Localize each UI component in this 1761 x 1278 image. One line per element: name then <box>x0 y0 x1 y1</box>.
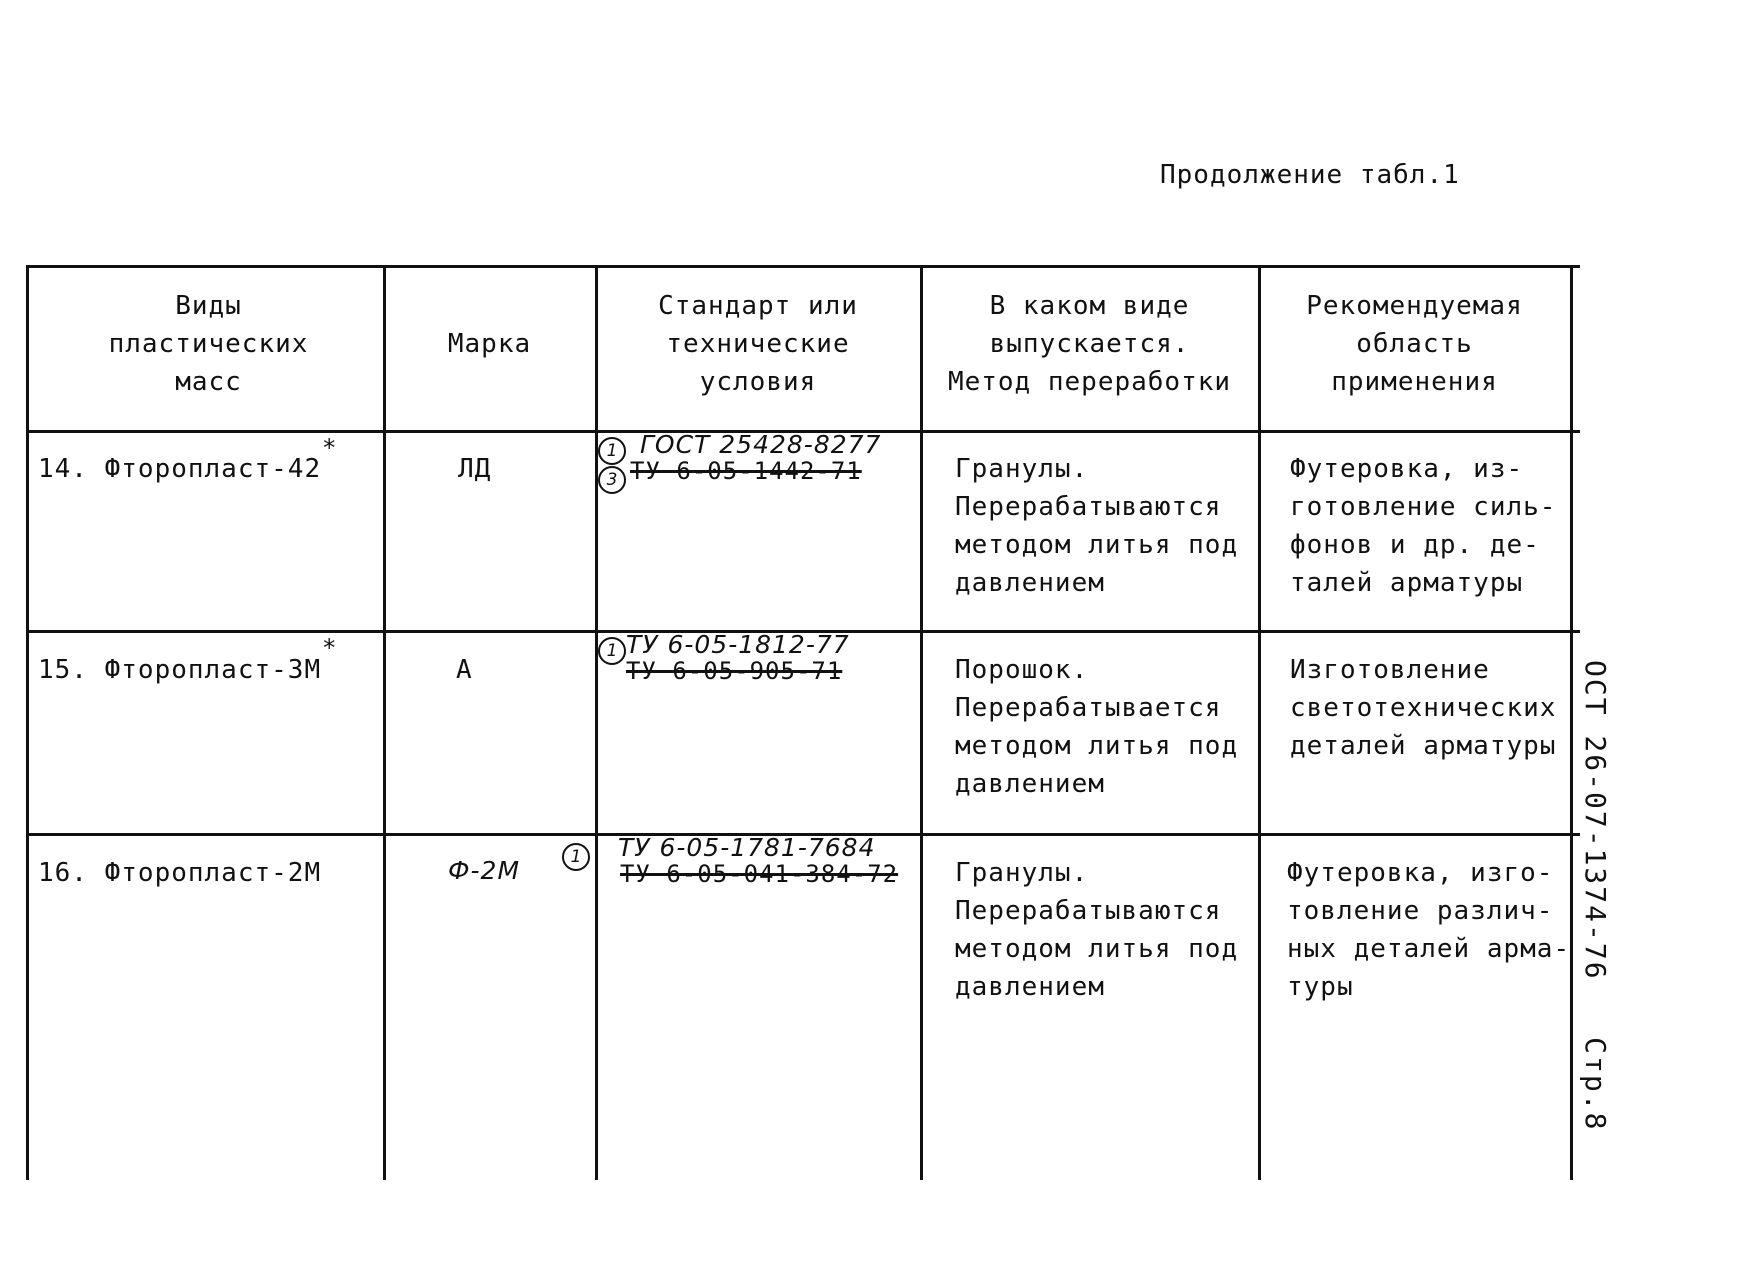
row-14-name: 14. Фторопласт-42 <box>38 454 322 484</box>
column-divider <box>1258 265 1261 1180</box>
row-16-standard-old: ТУ 6-05-041-384-72 <box>620 860 899 888</box>
row-14-standard-old: ТУ 6-05-1442-71 <box>630 457 862 485</box>
revision-circle: 1 <box>598 637 626 665</box>
row-16-standard-new: ТУ 6-05-1781-7684 <box>618 833 876 862</box>
table-right-rule <box>1570 265 1573 1180</box>
row-15-standard-old: ТУ 6-05-905-71 <box>626 657 843 685</box>
revision-circle: 3 <box>598 466 626 494</box>
row-14-application: Футеровка, из- готовление силь- фонов и др. де- талей арматуры <box>1290 454 1557 598</box>
row-14-form: Гранулы. Перерабатываются методом литья под давлением <box>955 454 1239 598</box>
row-16-application: Футеровка, изго- товление различ- ных деталей арма- туры <box>1287 858 1571 1002</box>
column-divider <box>920 265 923 1180</box>
header-form-method: В каком виде выпускается. Метод переработки <box>947 291 1232 397</box>
revision-circle: 1 <box>598 437 626 465</box>
document-designation: ОСТ 26-07-1374-76 Стр.8 <box>1579 660 1612 1132</box>
asterisk-mark: * <box>322 434 337 462</box>
table-top-rule <box>28 265 1580 268</box>
header-plastic-type: Виды пластических масс <box>108 291 309 397</box>
asterisk-mark: * <box>322 634 337 662</box>
row-15-standard-new: ТУ 6-05-1812-77 <box>626 630 850 659</box>
row-16-name: 16. Фторопласт-2М <box>38 858 322 888</box>
row-16-form: Гранулы. Перерабатываются методом литья под давлением <box>955 858 1239 1002</box>
row-15-name: 15. Фторопласт-3М <box>38 655 322 685</box>
table-left-rule <box>26 265 29 1180</box>
row-15-application: Изготовление светотехнических деталей арматуры <box>1290 655 1557 761</box>
column-divider <box>595 265 598 1180</box>
row-14-mark: ЛД <box>458 454 492 484</box>
table-caption: Продолжение табл.1 <box>1160 160 1460 190</box>
header-standard: Стандарт или технические условия <box>658 291 858 397</box>
row-15-form: Порошок. Перерабатывается методом литья под давлением <box>955 655 1239 799</box>
row-14-standard-new: ГОСТ 25428-8277 <box>640 430 882 459</box>
header-application: Рекомендуемая область применения <box>1306 291 1523 397</box>
column-divider <box>383 265 386 1180</box>
header-mark: Марка <box>447 329 532 359</box>
row-15-mark: А <box>456 655 473 685</box>
revision-circle: 1 <box>562 843 590 871</box>
row-16-mark: Ф-2М <box>448 856 521 885</box>
